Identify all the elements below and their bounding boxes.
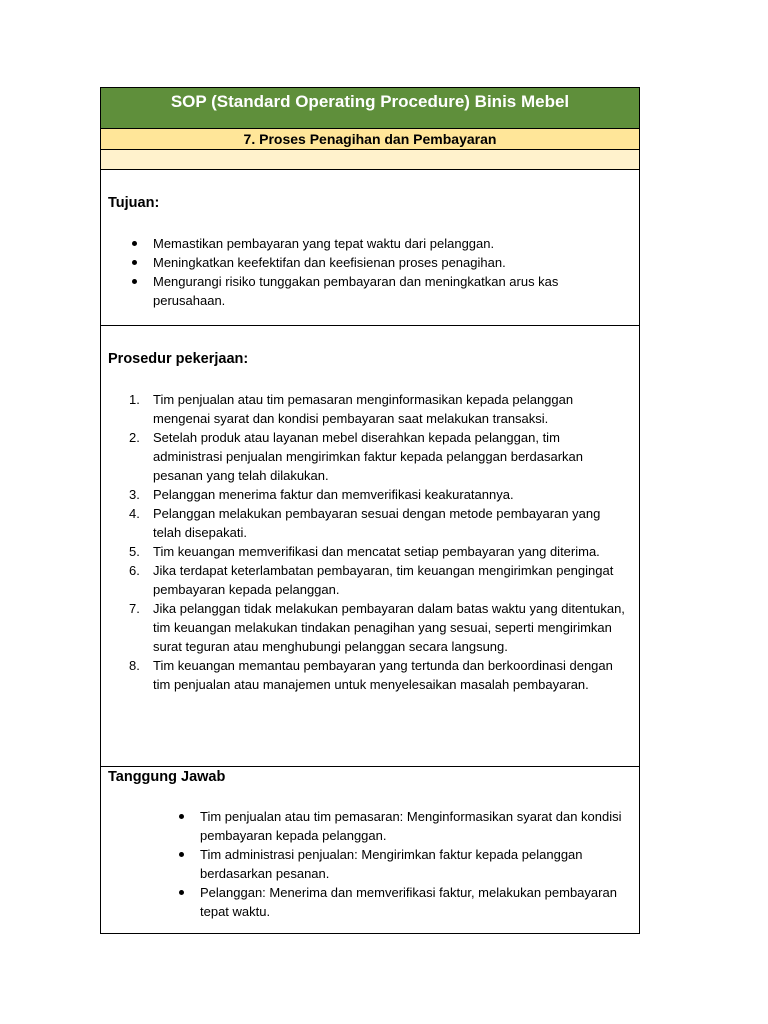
list-item <box>129 542 625 561</box>
prosedur-heading: Prosedur pekerjaan: <box>108 351 249 367</box>
item-number: 2. <box>129 430 140 445</box>
list-item <box>129 599 625 656</box>
item-number: 5. <box>129 544 140 559</box>
item-number: 3. <box>129 487 140 502</box>
list-item: Memastikan pembayaran yang tepat waktu dari pelanggan. <box>153 234 625 253</box>
tujuan-list <box>153 234 625 310</box>
list-item: Pelanggan: Menerima dan memverifikasi faktur, melakukan pembayaran tepat waktu. <box>200 883 625 921</box>
item-text: Jika pelanggan tidak melakukan pembayaran dalam batas waktu yang ditentukan, tim keuangan melakukan tindakan penagihan yang sesuai, seperti mengirimkan surat teguran atau menghubungi pelanggan secara langsung. <box>153 601 625 654</box>
item-number: 7. <box>129 601 140 616</box>
item-number: 8. <box>129 658 140 673</box>
tanggung-jawab-heading: Tanggung Jawab <box>108 769 226 785</box>
list-item <box>129 561 625 599</box>
item-number: 6. <box>129 563 140 578</box>
document-title: SOP (Standard Operating Procedure) Binis Mebel <box>101 88 639 129</box>
list-item <box>129 390 625 428</box>
item-text: Tim penjualan atau tim pemasaran menginformasikan kepada pelanggan mengenai syarat dan kondisi pembayaran saat melakukan transaksi. <box>153 392 574 426</box>
item-number: 4. <box>129 506 140 521</box>
tanggung-jawab-list <box>200 807 625 921</box>
item-text: Tim keuangan memantau pembayaran yang tertunda dan berkoordinasi dengan tim penjualan atau manajemen untuk menyelesaikan masalah pembayaran. <box>153 658 613 692</box>
item-text: Tim keuangan memverifikasi dan mencatat setiap pembayaran yang diterima. <box>153 544 600 559</box>
list-item <box>129 504 625 542</box>
item-number: 1. <box>129 392 140 407</box>
list-item: Tim administrasi penjualan: Mengirimkan faktur kepada pelanggan berdasarkan pesanan. <box>200 845 625 883</box>
list-item <box>129 428 625 485</box>
item-text: Setelah produk atau layanan mebel diserahkan kepada pelanggan, tim administrasi penjualan mengirimkan faktur kepada pelanggan berdasarkan pesanan yang telah dilakukan. <box>153 430 583 483</box>
list-item <box>129 656 625 694</box>
item-text: Jika terdapat keterlambatan pembayaran, tim keuangan mengirimkan pengingat pembayaran kepada pelanggan. <box>153 563 614 597</box>
blank-row <box>101 150 639 170</box>
sop-document <box>100 87 640 934</box>
tujuan-section <box>101 170 639 326</box>
list-item <box>129 485 625 504</box>
section-subtitle: 7. Proses Penagihan dan Pembayaran <box>101 129 639 150</box>
prosedur-list <box>129 390 625 694</box>
item-text: Pelanggan menerima faktur dan memverifikasi keakuratannya. <box>153 487 514 502</box>
item-text: Pelanggan melakukan pembayaran sesuai dengan metode pembayaran yang telah disepakati. <box>153 506 601 540</box>
prosedur-section <box>101 326 639 767</box>
tujuan-heading: Tujuan: <box>108 195 160 211</box>
list-item: Meningkatkan keefektifan dan keefisienan proses penagihan. <box>153 253 625 272</box>
list-item: Tim penjualan atau tim pemasaran: Menginformasikan syarat dan kondisi pembayaran kepada pelanggan. <box>200 807 625 845</box>
tanggung-jawab-section <box>101 767 639 933</box>
list-item: Mengurangi risiko tunggakan pembayaran dan meningkatkan arus kas perusahaan. <box>153 272 625 310</box>
